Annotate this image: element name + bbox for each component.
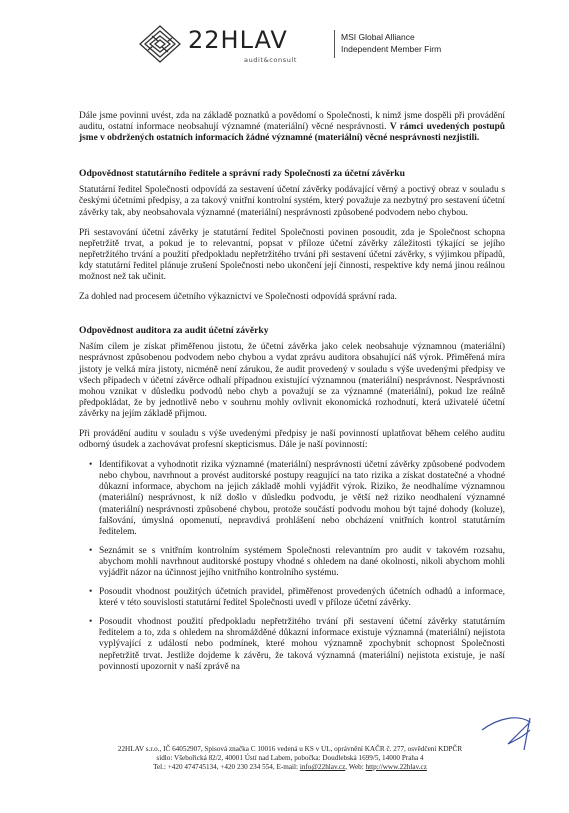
footer-contact-line (70, 763, 510, 772)
paragraph: Za dohled nad procesem účetního výkaznictví ve Společnosti odpovídá správní rada. (79, 292, 397, 303)
list-item (79, 460, 505, 538)
footer (70, 745, 510, 772)
list-item-text: Posoudit vhodnost použití předpokladu nepřetržitého trvání při sestavení účetní závěrky statutárním ředitelem a to, zda s ohledem na shromážděné důkazní informace existuje významná (materiální) nejistota vyplývající z událostí nebo podmínek, které mohou významně zpochybnit schopnost Společnosti nepřetržitě trvat. Jestliže dojdeme k závěru, že taková významná (materiální) nejistota existuje, je naší povinností upozornit v naší zprávě na (99, 617, 505, 672)
section-heading: Odpovědnost auditora za audit účetní závěrky (79, 325, 269, 337)
brand-subtitle: audit&consult (244, 56, 297, 64)
paragraph: Při sestavování účetní závěrky je statutární ředitel Společnosti povinen posoudit, zda je Společnost schopna nepřetržitě trvat, a pokud je to relevantní, popsat v příloze účetní závěrky záležitosti týkající se jejího nepřetržitého trvání a použití předpokladu nepřetržitého trvání při sestavení účetní závěrky, s výjimkou případů, kdy statutární ředitel plánuje zrušení Společnosti nebo ukončení její činnosti, respektive kdy nemá jinou reálnou možnost než tak učinit. (79, 227, 505, 283)
maze-logo-icon (138, 24, 182, 64)
email-link[interactable]: info@22hlav.cz (299, 763, 346, 771)
paragraph: Při provádění auditu v souladu s výše uvedenými předpisy je naší povinností uplatňovat během celého auditu odborný úsudek a zachovávat profesní skepticismus. Dále je naší povinností: (79, 428, 505, 451)
footer-web-label: , Web: (345, 763, 366, 771)
management-responsibility-section (79, 168, 505, 303)
bullet-icon: • (89, 587, 93, 598)
msi-member-text: Independent Member Firm (341, 44, 442, 54)
list-item (79, 546, 505, 579)
bullet-icon: • (89, 460, 93, 471)
bullet-icon: • (89, 617, 93, 628)
paragraph: Statutární ředitel Společnosti odpovídá za sestavení účetní závěrky podávající věrný a poctivý obraz v souladu s českými účetními předpisy, a za takový vnitřní kontrolní systém, který považuje za nezbytný pro sestavení účetní závěrky tak, aby neobsahovala významné (materiální) nesprávnosti způsobené podvodem nebo chybou. (79, 185, 505, 218)
web-link[interactable]: http://www.22hlav.cz (365, 763, 427, 771)
brand-name: 22HLAV (188, 26, 288, 54)
paragraph: Naším cílem je získat přiměřenou jistotu, že účetní závěrka jako celek neobsahuje významnou (materiální) nesprávnost způsobenou podvodem nebo chybou a vydat zprávu auditora obsahující náš výrok. Přiměřená míra jistoty je velká míra jistoty, nicméně není zárukou, že audit provedený v souladu s výše uvedenými předpisy ve všech případech v účetní závěrce odhalí případnou existující významnou (materiální) nesprávnost. Nesprávnosti mohou vznikat v důsledku podvodů nebo chyb a považují se za významné (materiální), pokud lze reálně předpokládat, že by jednotlivě nebo v souhrnu mohly ovlivnit ekonomická rozhodnutí, která uživatelé účetní závěrky na jejím základě přijmou. (79, 342, 505, 419)
letterhead (138, 22, 468, 70)
section-heading: Odpovědnost statutárního ředitele a správní rady Společnosti za účetní závěrku (79, 168, 405, 180)
bullet-icon: • (89, 545, 93, 556)
header-divider (334, 30, 335, 58)
intro-text: Dále jsme povinni uvést, zda na základě poznatků a povědomí o Společnosti, k nimž jsme dospěli při provádění auditu, ostatní informace neobsahují významné (materiální) věcné nesprávnosti. (79, 111, 505, 133)
list-item-text: Posoudit vhodnost použitých účetních pravidel, přiměřenost provedených účetních odhadů a informace, které v této souvislosti statutární ředitel Společnosti uvedl v příloze účetní závěrky. (99, 587, 505, 609)
list-item (79, 587, 505, 609)
report-body (79, 111, 505, 681)
footer-company-line: 22HLAV s.r.o., IČ 64052907, Spisová značka C 10016 vedená u KS v UL, oprávnění KAČR č. 277, osvědčení KDPČR (117, 745, 463, 753)
intro-paragraph (79, 111, 505, 144)
responsibility-list (79, 460, 505, 673)
intro-bold-text: V rámci uvedených postupů jsme v obdržených ostatních informacích žádné významné (materiální) věcné nesprávnosti nezjistili. (79, 122, 506, 144)
auditor-responsibility-section (79, 325, 505, 673)
footer-phone: Tel.: +420 474745134, +420 230 234 554, E-mail: (153, 763, 300, 771)
list-item-text: Seznámit se s vnitřním kontrolním systémem Společnosti relevantním pro audit v takovém rozsahu, abychom mohli navrhnout auditorské postupy vhodné s ohledem na dané okolnosti, nikoli abychom mohli vyjádřit názor na účinnost jejího vnitřního kontrolního systému. (99, 545, 505, 578)
list-item-text: Identifikovat a vyhodnotit rizika významné (materiální) nesprávnosti účetní závěrky způsobené podvodem nebo chybou, navrhnout a provést auditorské postupy reagující na tato rizika a získat dostatečné a vhodné důkazní informace, abychom na jejich základě mohli vyjádřit výrok. Riziko, že neodhalíme významnou (materiální) nesprávnost, k níž došlo v důsledku podvodu, je větší než riziko neodhalení významné (materiální) nesprávnosti způsobené chybou, protože součástí podvodu mohou být tajné dohody (koluze), falšování, úmyslná opomenutí, nepravdivá prohlášení nebo obcházení vnitřních kontrol statutárním ředitelem. (99, 460, 505, 537)
footer-address-line: sídlo: Všebořická 82/2, 40001 Ústí nad Labem, pobočka: Doudlebská 1699/5, 14000 Praha 4 (156, 754, 424, 762)
list-item (79, 617, 505, 672)
msi-alliance-text: MSI Global Alliance (341, 32, 415, 42)
